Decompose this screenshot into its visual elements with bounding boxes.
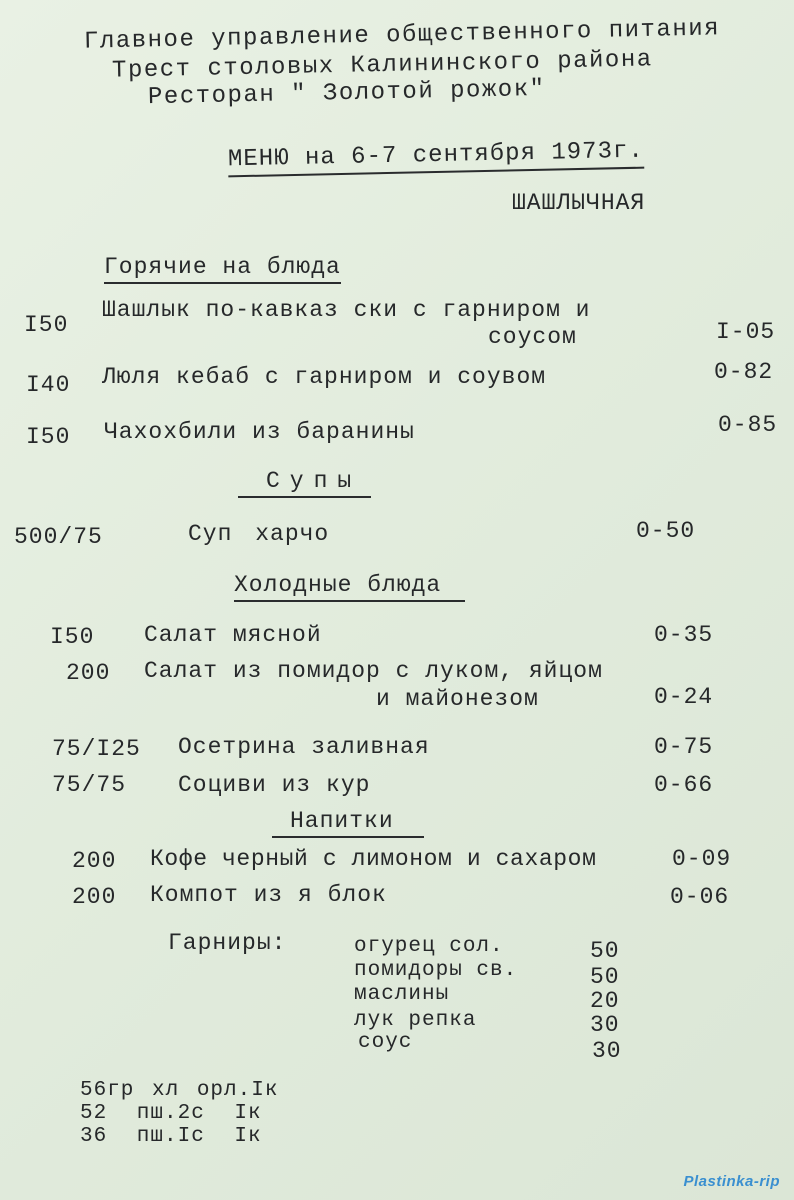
- drink-item-1-weight: 200: [72, 848, 117, 874]
- drinks-title: Напитки: [272, 808, 424, 838]
- cold-item-2-weight: 200: [66, 660, 111, 686]
- watermark: Plastinka-rip: [683, 1173, 780, 1190]
- garnish-item-3-amount: 20: [590, 988, 620, 1014]
- header-line-1: Главное управление общественного питания: [83, 15, 721, 56]
- soup-item-1-price: 0-50: [636, 518, 696, 544]
- menu-title: МЕНЮ на 6-7 сентября 1973г.: [228, 138, 644, 178]
- cold-item-3-weight: 75/I25: [52, 736, 141, 762]
- hot-item-3-weight: I50: [26, 424, 71, 450]
- garnish-label: Гарниры:: [168, 930, 287, 956]
- hot-item-1-weight: I50: [24, 312, 69, 338]
- cold-item-3-name: Осетрина заливная: [178, 734, 430, 760]
- header-line-3: Ресторан " Золотой рожок": [147, 75, 546, 112]
- hot-item-1-name-cont: соусом: [488, 324, 577, 350]
- bread-line-3: 36 пш.Iс Iк: [80, 1125, 262, 1148]
- cold-item-1-price: 0-35: [654, 622, 714, 648]
- cold-item-1-weight: I50: [50, 624, 95, 650]
- cold-item-2-price: 0-24: [654, 684, 714, 710]
- garnish-item-5-amount: 30: [592, 1038, 622, 1064]
- header-line-2: Трест столовых Калининского района: [111, 46, 653, 85]
- cold-item-3-price: 0-75: [654, 734, 714, 760]
- cold-item-2-name: Салат из помидор с луком, яйцом: [144, 658, 603, 684]
- cold-item-4-price: 0-66: [654, 772, 714, 798]
- hot-item-1-name: Шашлык по-кавказ ски с гарниром и: [102, 297, 591, 323]
- cold-dishes-title: Холодные блюда: [234, 572, 465, 602]
- garnish-item-3-name: маслины: [354, 983, 450, 1006]
- garnish-item-4-amount: 30: [590, 1012, 620, 1038]
- cold-item-4-weight: 75/75: [52, 772, 127, 798]
- garnish-item-5-name: соус: [358, 1031, 413, 1054]
- bread-line-1: 56гр хл орл.Iк: [80, 1079, 279, 1102]
- drink-item-2-price: 0-06: [670, 884, 730, 910]
- hot-dishes-title: Горячие на блюда: [104, 254, 341, 284]
- garnish-item-1-amount: 50: [590, 938, 620, 964]
- bread-line-2: 52 пш.2с Iк: [80, 1102, 262, 1125]
- drink-item-1-price: 0-09: [672, 846, 732, 872]
- drink-item-2-name: Компот из я блок: [150, 882, 387, 908]
- garnish-item-1-name: огурец сол.: [354, 935, 504, 958]
- hot-item-2-price: 0-82: [714, 359, 774, 385]
- cold-item-1-name: Салат мясной: [144, 622, 322, 648]
- hot-item-3-name: Чахохбили из баранины: [104, 419, 415, 445]
- garnish-item-4-name: лук репка: [354, 1009, 477, 1032]
- garnish-item-2-amount: 50: [590, 964, 620, 990]
- hot-item-1-price: I-05: [716, 319, 776, 345]
- garnish-item-2-name: помидоры св.: [354, 959, 518, 982]
- hot-item-3-price: 0-85: [718, 412, 778, 438]
- cold-item-2-name-cont: и майонезом: [376, 686, 539, 712]
- soup-item-1-name: Суп харчо: [188, 521, 330, 547]
- hot-item-2-weight: I40: [26, 372, 71, 398]
- soups-title: Супы: [238, 468, 371, 498]
- soup-item-1-weight: 500/75: [14, 524, 103, 550]
- drink-item-2-weight: 200: [72, 884, 117, 910]
- drink-item-1-name: Кофе черный с лимоном и сахаром: [150, 846, 597, 872]
- section-name: ШАШЛЫЧНАЯ: [512, 190, 646, 216]
- hot-item-2-name: Люля кебаб с гарниром и соувом: [102, 364, 547, 390]
- cold-item-4-name: Социви из кур: [178, 772, 371, 798]
